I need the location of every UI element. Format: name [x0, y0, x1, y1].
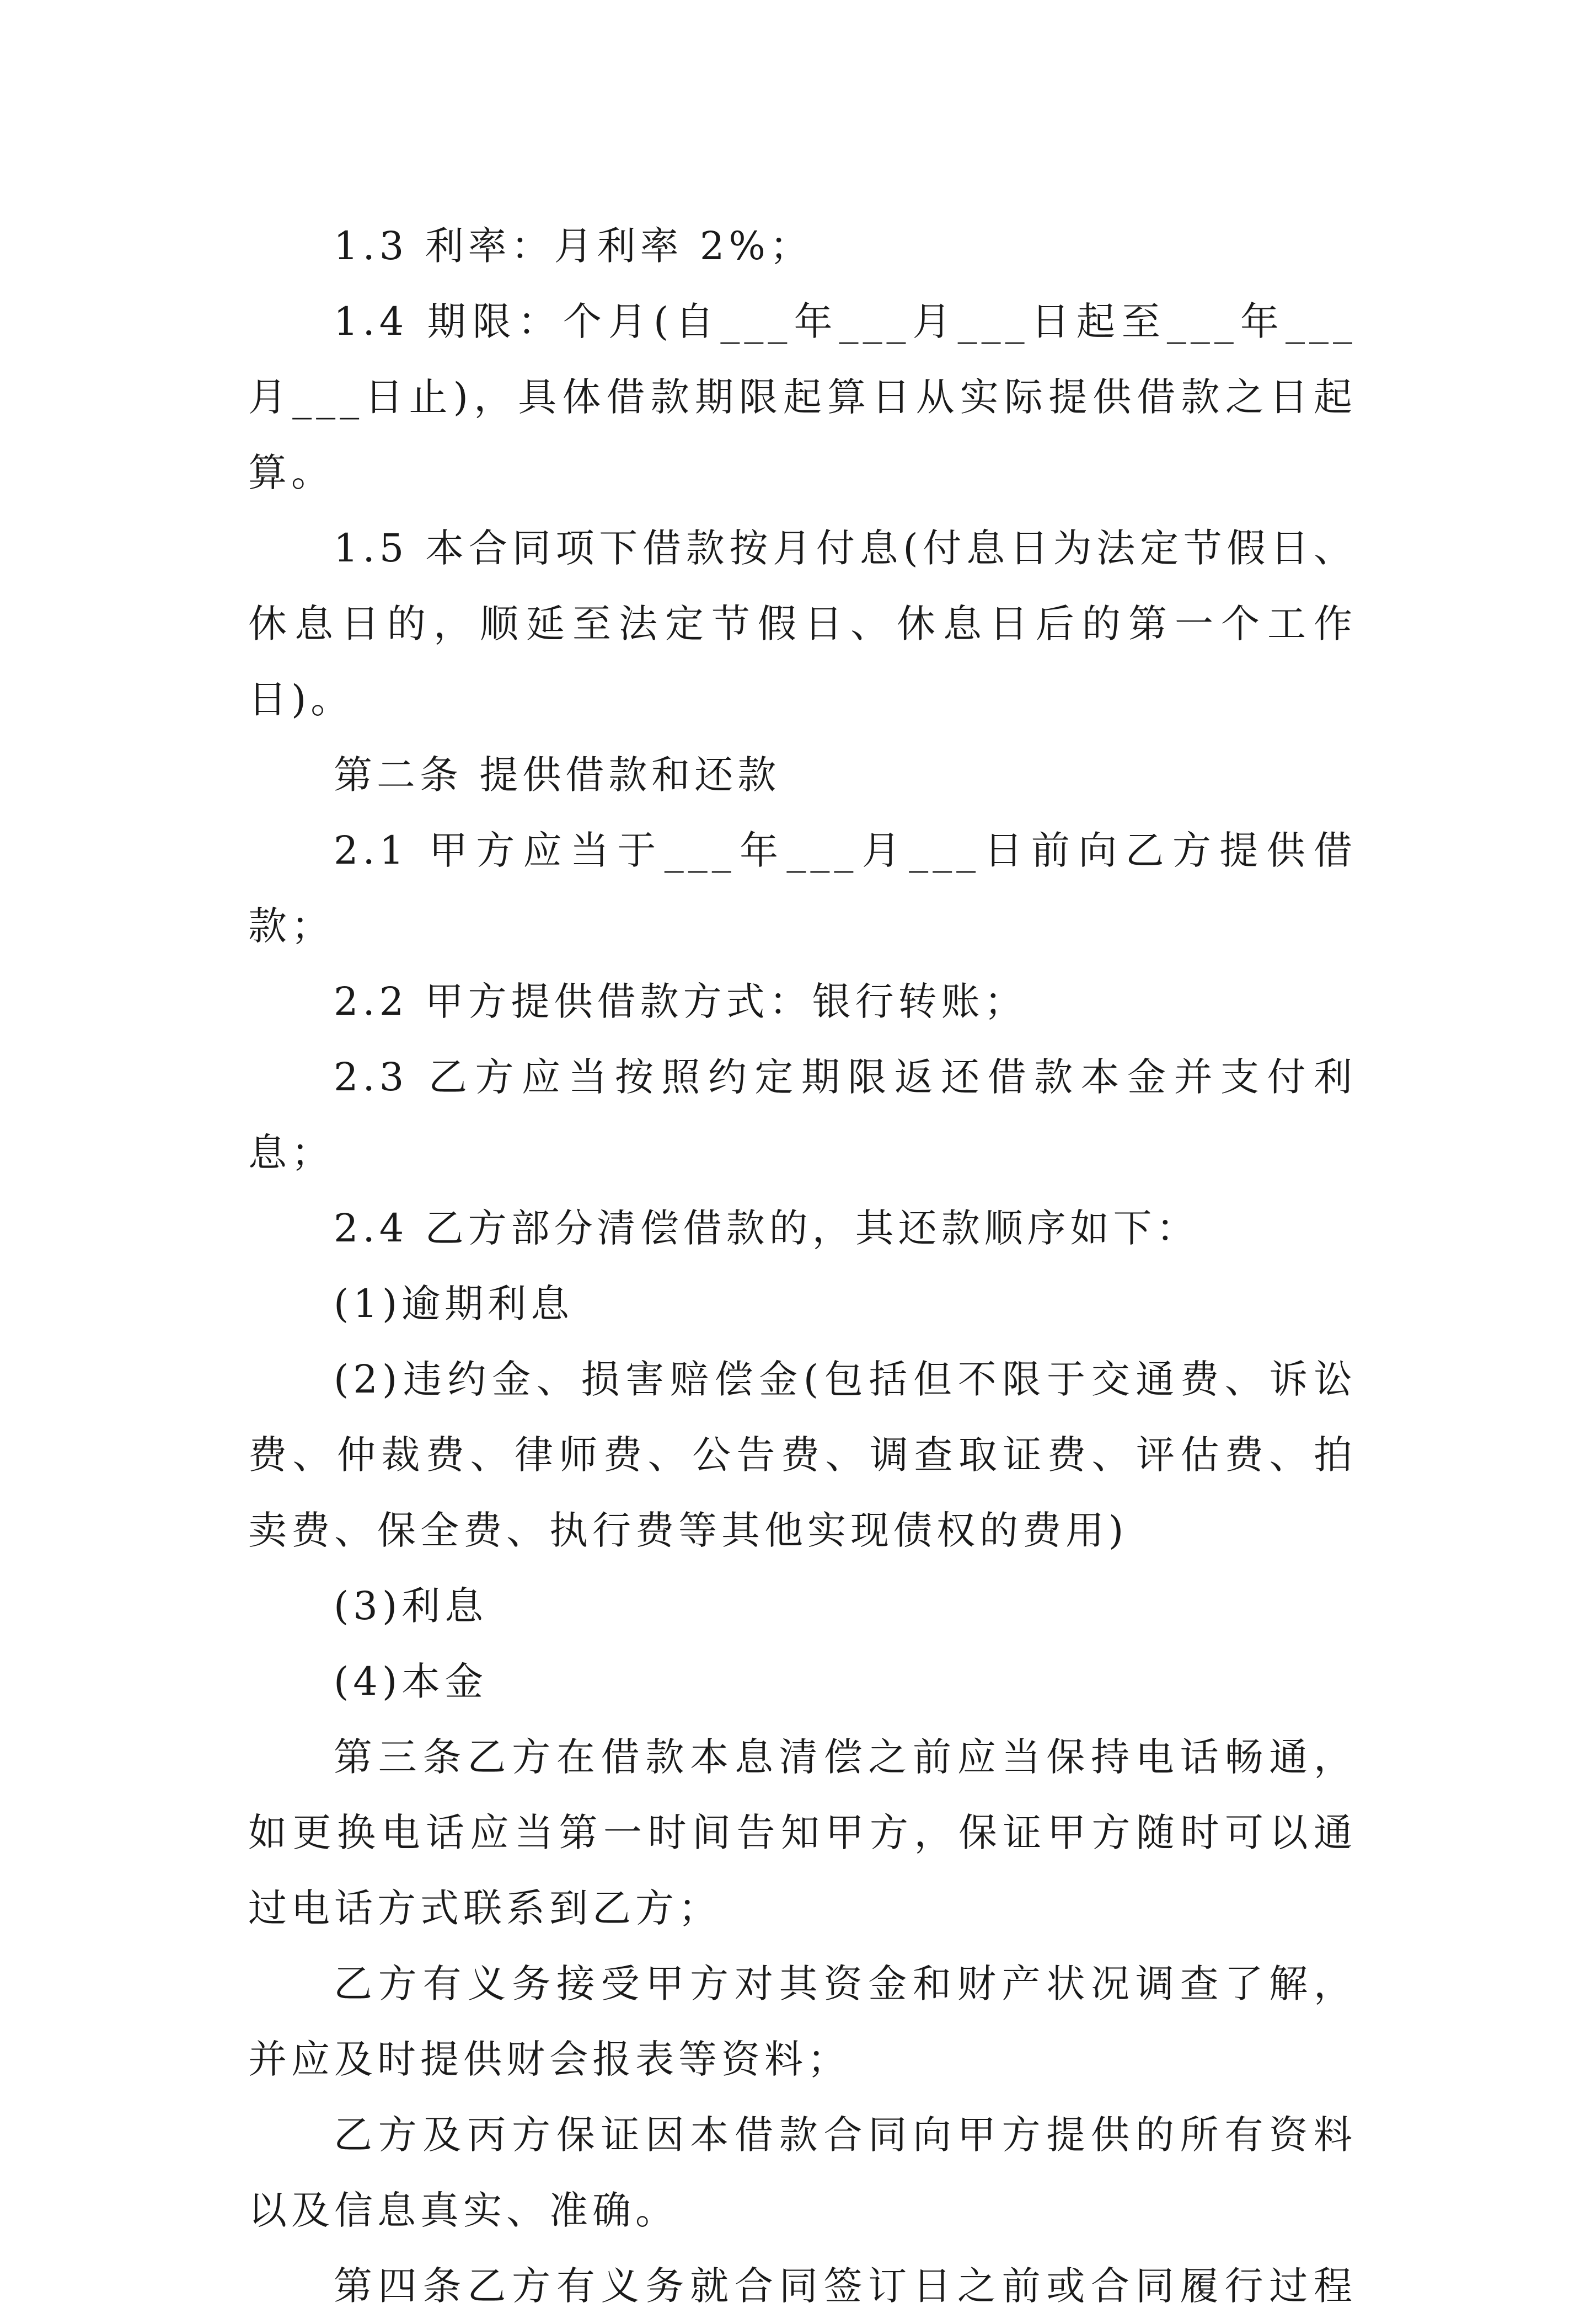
article-3-paragraph: 第三条乙方在借款本息清偿之前应当保持电话畅通，如更换电话应当第一时间告知甲方，保证甲方随时可以通过电话方式联系到乙方； — [248, 1734, 1357, 1931]
document-body — [248, 208, 1357, 2324]
paragraph-repayment: 2.3 乙方应当按照约定期限返还借款本金并支付利息； — [248, 1054, 1357, 1175]
paragraph-loan-method: 2.2 甲方提供借款方式：银行转账； — [334, 979, 1027, 1024]
list-item-principal: (4)本金 — [334, 1659, 488, 1704]
paragraph-loan-date: 2.1 甲方应当于___年___月___日前向乙方提供借款； — [248, 828, 1357, 949]
list-item-interest: (3)利息 — [334, 1583, 488, 1629]
paragraph-interest-rate: 1.3 利率：月利率 2%； — [334, 223, 813, 269]
paragraph-information-accuracy: 乙方及丙方保证因本借款合同向甲方提供的所有资料以及信息真实、准确。 — [248, 2112, 1357, 2233]
paragraph-repayment-order: 2.4 乙方部分清偿借款的，其还款顺序如下： — [334, 1206, 1199, 1251]
paragraph-monthly-interest: 1.5 本合同项下借款按月付息(付息日为法定节假日、休息日的，顺延至法定节假日、休息日后的第一个工作日)。 — [248, 526, 1357, 722]
paragraph-financial-inspection: 乙方有义务接受甲方对其资金和财产状况调查了解，并应及时提供财会报表等资料； — [248, 1961, 1357, 2082]
paragraph-loan-term: 1.4 期限：个月(自___年___月___日起至___年___月___日止)，具体借款期限起算日从实际提供借款之日起算。 — [248, 299, 1357, 495]
list-item-overdue-interest: (1)逾期利息 — [334, 1281, 574, 1326]
list-item-penalty: (2)违约金、损害赔偿金(包括但不限于交通费、诉讼费、仲裁费、律师费、公告费、调查取证费、评估费、拍卖费、保全费、执行费等其他实现债权的费用) — [248, 1357, 1357, 1553]
article-4-paragraph: 第四条乙方有义务就合同签订日之前或合同履行过程 — [334, 2263, 1357, 2309]
article-2-heading: 第二条 提供借款和还款 — [334, 752, 781, 797]
